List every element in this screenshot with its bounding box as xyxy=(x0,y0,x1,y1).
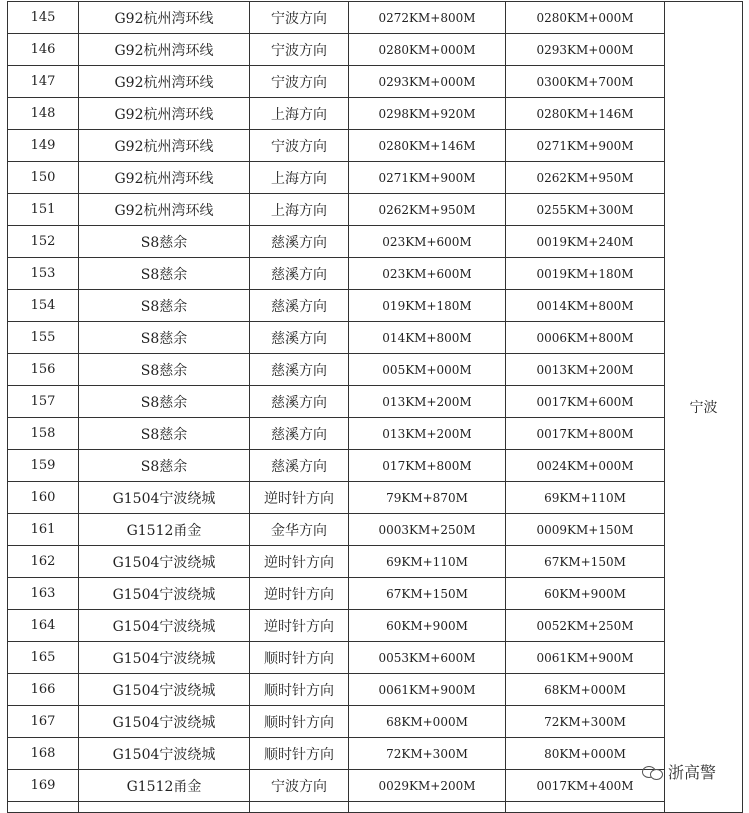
start-stake-cell: 0298KM+920M xyxy=(349,98,506,130)
start-stake-cell: 0003KM+250M xyxy=(349,514,506,546)
row-number-cell: 161 xyxy=(8,514,79,546)
start-stake-cell: 0029KM+200M xyxy=(349,770,506,802)
direction-cell: 慈溪方向 xyxy=(250,386,349,418)
direction-cell: 宁波方向 xyxy=(250,2,349,34)
start-stake-cell: 005KM+000M xyxy=(349,354,506,386)
table-row xyxy=(8,226,743,258)
table-row xyxy=(8,514,743,546)
end-stake-cell: 0024KM+000M xyxy=(506,450,665,482)
wechat-icon xyxy=(642,764,664,780)
table-row xyxy=(8,322,743,354)
direction-cell: 慈溪方向 xyxy=(250,450,349,482)
table-body xyxy=(8,2,743,813)
end-stake-cell: 0271KM+900M xyxy=(506,130,665,162)
direction-cell: 逆时针方向 xyxy=(250,578,349,610)
route-name-cell: G92杭州湾环线 xyxy=(79,194,250,226)
row-number-cell: 146 xyxy=(8,34,79,66)
row-number-cell: 158 xyxy=(8,418,79,450)
direction-cell: 逆时针方向 xyxy=(250,610,349,642)
table-row xyxy=(8,578,743,610)
start-stake-cell: 68KM+000M xyxy=(349,706,506,738)
end-stake-cell: 0006KM+800M xyxy=(506,322,665,354)
route-name-cell: G92杭州湾环线 xyxy=(79,34,250,66)
end-stake-cell: 69KM+110M xyxy=(506,482,665,514)
start-stake-cell: 017KM+800M xyxy=(349,450,506,482)
table-row xyxy=(8,450,743,482)
table-row xyxy=(8,66,743,98)
row-number-cell: 153 xyxy=(8,258,79,290)
row-number-cell: 145 xyxy=(8,2,79,34)
direction-cell: 上海方向 xyxy=(250,162,349,194)
start-stake-cell: 60KM+900M xyxy=(349,610,506,642)
row-number-cell: 165 xyxy=(8,642,79,674)
start-stake-cell: 0280KM+000M xyxy=(349,34,506,66)
table-row xyxy=(8,354,743,386)
end-stake-cell: 0280KM+000M xyxy=(506,2,665,34)
end-stake-cell: 0017KM+400M xyxy=(506,770,665,802)
row-number-cell: 147 xyxy=(8,66,79,98)
row-number-cell: 162 xyxy=(8,546,79,578)
table-row-partial xyxy=(8,802,743,813)
row-number-cell: 164 xyxy=(8,610,79,642)
row-number-cell: 157 xyxy=(8,386,79,418)
route-name-cell: G1504宁波绕城 xyxy=(79,642,250,674)
start-stake-cell: 013KM+200M xyxy=(349,418,506,450)
row-number-cell: 159 xyxy=(8,450,79,482)
direction-cell: 宁波方向 xyxy=(250,770,349,802)
empty-cell xyxy=(506,802,665,813)
end-stake-cell: 0009KM+150M xyxy=(506,514,665,546)
watermark xyxy=(642,760,716,783)
route-name-cell: S8慈余 xyxy=(79,258,250,290)
end-stake-cell: 0255KM+300M xyxy=(506,194,665,226)
direction-cell: 宁波方向 xyxy=(250,66,349,98)
start-stake-cell: 0280KM+146M xyxy=(349,130,506,162)
table-row xyxy=(8,194,743,226)
end-stake-cell: 0019KM+180M xyxy=(506,258,665,290)
row-number-cell: 150 xyxy=(8,162,79,194)
direction-cell: 逆时针方向 xyxy=(250,482,349,514)
direction-cell: 金华方向 xyxy=(250,514,349,546)
table-row xyxy=(8,2,743,34)
direction-cell: 顺时针方向 xyxy=(250,706,349,738)
start-stake-cell: 0061KM+900M xyxy=(349,674,506,706)
region-cell: 宁波 xyxy=(665,2,743,813)
direction-cell: 慈溪方向 xyxy=(250,354,349,386)
table-row xyxy=(8,770,743,802)
empty-cell xyxy=(250,802,349,813)
row-number-cell: 166 xyxy=(8,674,79,706)
end-stake-cell: 0017KM+600M xyxy=(506,386,665,418)
start-stake-cell: 0053KM+600M xyxy=(349,642,506,674)
end-stake-cell: 67KM+150M xyxy=(506,546,665,578)
empty-cell xyxy=(349,802,506,813)
direction-cell: 慈溪方向 xyxy=(250,290,349,322)
end-stake-cell: 0293KM+000M xyxy=(506,34,665,66)
route-name-cell: G92杭州湾环线 xyxy=(79,2,250,34)
route-name-cell: G1504宁波绕城 xyxy=(79,706,250,738)
table-row xyxy=(8,162,743,194)
end-stake-cell: 72KM+300M xyxy=(506,706,665,738)
table-row xyxy=(8,482,743,514)
table-row xyxy=(8,386,743,418)
table-row xyxy=(8,34,743,66)
route-name-cell: G1504宁波绕城 xyxy=(79,738,250,770)
start-stake-cell: 0262KM+950M xyxy=(349,194,506,226)
start-stake-cell: 0271KM+900M xyxy=(349,162,506,194)
start-stake-cell: 0293KM+000M xyxy=(349,66,506,98)
direction-cell: 慈溪方向 xyxy=(250,322,349,354)
direction-cell: 慈溪方向 xyxy=(250,418,349,450)
end-stake-cell: 60KM+900M xyxy=(506,578,665,610)
route-name-cell: G92杭州湾环线 xyxy=(79,66,250,98)
direction-cell: 顺时针方向 xyxy=(250,738,349,770)
route-name-cell: G1504宁波绕城 xyxy=(79,610,250,642)
direction-cell: 顺时针方向 xyxy=(250,674,349,706)
table-row xyxy=(8,258,743,290)
start-stake-cell: 72KM+300M xyxy=(349,738,506,770)
end-stake-cell: 0300KM+700M xyxy=(506,66,665,98)
route-name-cell: G1504宁波绕城 xyxy=(79,674,250,706)
start-stake-cell: 79KM+870M xyxy=(349,482,506,514)
table-row xyxy=(8,98,743,130)
start-stake-cell: 023KM+600M xyxy=(349,226,506,258)
direction-cell: 上海方向 xyxy=(250,194,349,226)
row-number-cell: 169 xyxy=(8,770,79,802)
end-stake-cell: 0052KM+250M xyxy=(506,610,665,642)
table-row xyxy=(8,738,743,770)
end-stake-cell: 0280KM+146M xyxy=(506,98,665,130)
end-stake-cell: 80KM+000M xyxy=(506,738,665,770)
route-name-cell: G92杭州湾环线 xyxy=(79,162,250,194)
row-number-cell: 168 xyxy=(8,738,79,770)
route-name-cell: S8慈余 xyxy=(79,386,250,418)
table-row xyxy=(8,418,743,450)
row-number-cell: 149 xyxy=(8,130,79,162)
route-name-cell: G1504宁波绕城 xyxy=(79,578,250,610)
route-name-cell: S8慈余 xyxy=(79,290,250,322)
route-name-cell: S8慈余 xyxy=(79,450,250,482)
row-number-cell: 152 xyxy=(8,226,79,258)
road-section-table xyxy=(7,1,743,813)
start-stake-cell: 023KM+600M xyxy=(349,258,506,290)
table-row xyxy=(8,674,743,706)
end-stake-cell: 0061KM+900M xyxy=(506,642,665,674)
direction-cell: 慈溪方向 xyxy=(250,226,349,258)
table-row xyxy=(8,706,743,738)
end-stake-cell: 0014KM+800M xyxy=(506,290,665,322)
table-row xyxy=(8,130,743,162)
direction-cell: 顺时针方向 xyxy=(250,642,349,674)
route-name-cell: S8慈余 xyxy=(79,322,250,354)
route-name-cell: G1512甬金 xyxy=(79,770,250,802)
end-stake-cell: 0262KM+950M xyxy=(506,162,665,194)
watermark-text: 浙高警 xyxy=(668,763,717,782)
row-number-cell: 156 xyxy=(8,354,79,386)
row-number-cell: 163 xyxy=(8,578,79,610)
route-name-cell: G1504宁波绕城 xyxy=(79,482,250,514)
empty-cell xyxy=(79,802,250,813)
table-row xyxy=(8,610,743,642)
row-number-cell: 148 xyxy=(8,98,79,130)
start-stake-cell: 013KM+200M xyxy=(349,386,506,418)
table-row xyxy=(8,546,743,578)
start-stake-cell: 69KM+110M xyxy=(349,546,506,578)
table-row xyxy=(8,642,743,674)
start-stake-cell: 0272KM+800M xyxy=(349,2,506,34)
direction-cell: 上海方向 xyxy=(250,98,349,130)
row-number-cell: 160 xyxy=(8,482,79,514)
row-number-cell: 151 xyxy=(8,194,79,226)
route-name-cell: S8慈余 xyxy=(79,354,250,386)
route-name-cell: S8慈余 xyxy=(79,226,250,258)
row-number-cell: 167 xyxy=(8,706,79,738)
end-stake-cell: 0017KM+800M xyxy=(506,418,665,450)
start-stake-cell: 019KM+180M xyxy=(349,290,506,322)
route-name-cell: G92杭州湾环线 xyxy=(79,98,250,130)
start-stake-cell: 014KM+800M xyxy=(349,322,506,354)
route-name-cell: G92杭州湾环线 xyxy=(79,130,250,162)
row-number-cell: 155 xyxy=(8,322,79,354)
route-name-cell: S8慈余 xyxy=(79,418,250,450)
direction-cell: 慈溪方向 xyxy=(250,258,349,290)
direction-cell: 宁波方向 xyxy=(250,34,349,66)
direction-cell: 逆时针方向 xyxy=(250,546,349,578)
empty-cell xyxy=(8,802,79,813)
direction-cell: 宁波方向 xyxy=(250,130,349,162)
route-name-cell: G1504宁波绕城 xyxy=(79,546,250,578)
end-stake-cell: 0019KM+240M xyxy=(506,226,665,258)
table-row xyxy=(8,290,743,322)
route-name-cell: G1512甬金 xyxy=(79,514,250,546)
end-stake-cell: 68KM+000M xyxy=(506,674,665,706)
row-number-cell: 154 xyxy=(8,290,79,322)
start-stake-cell: 67KM+150M xyxy=(349,578,506,610)
end-stake-cell: 0013KM+200M xyxy=(506,354,665,386)
